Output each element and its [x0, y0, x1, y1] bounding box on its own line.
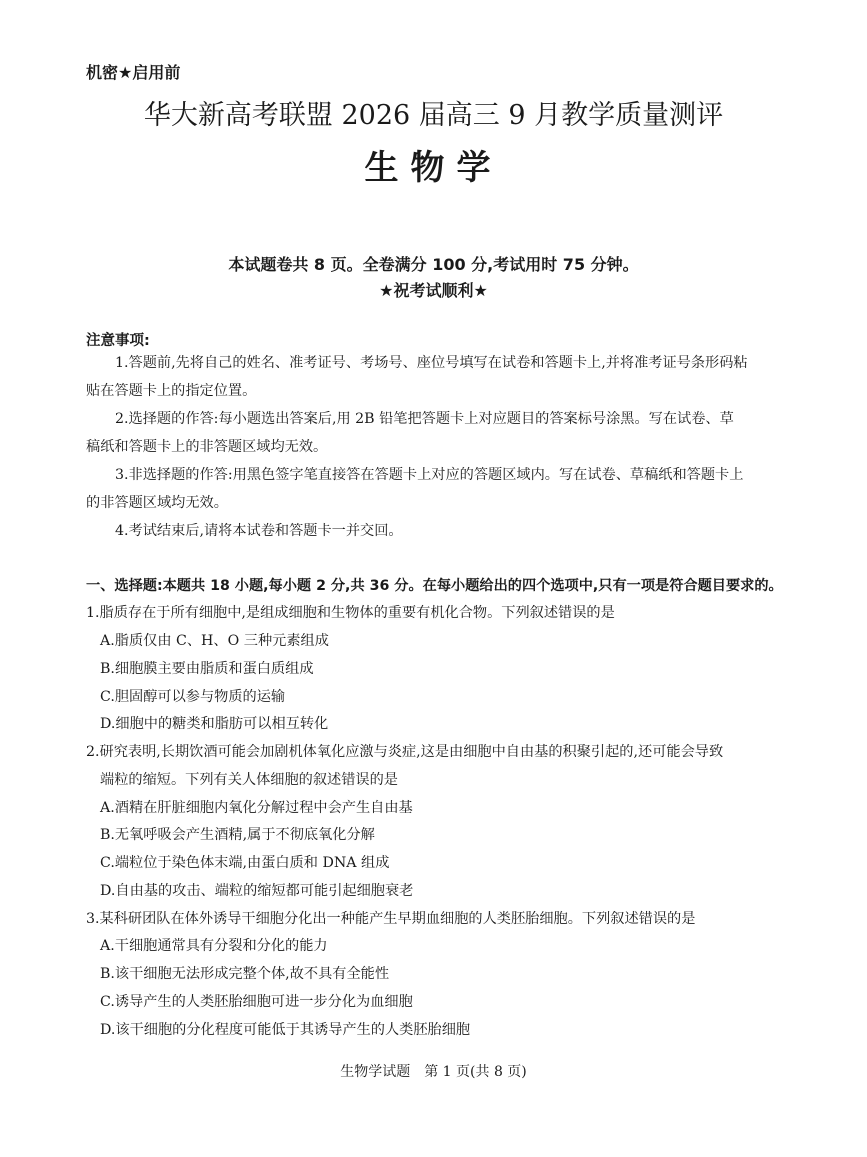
- option-d: D.自由基的攻击、端粒的缩短都可能引起细胞衰老: [100, 883, 414, 899]
- notice-line: 稿纸和答题卡上的非答题区域均无效。: [86, 439, 328, 455]
- option-c: C.胆固醇可以参与物质的运输: [100, 689, 286, 705]
- question-stem: 1.脂质存在于所有细胞中,是组成细胞和生物体的重要有机化合物。下列叙述错误的是: [86, 605, 615, 621]
- notice-heading: 注意事项:: [86, 333, 150, 349]
- page-footer: 生物学试题 第 1 页(共 8 页): [340, 1064, 527, 1080]
- question-stem-continued: 端粒的缩短。下列有关人体细胞的叙述错误的是: [100, 772, 398, 788]
- notice-line: 3.非选择题的作答:用黑色签字笔直接答在答题卡上对应的答题区域内。写在试卷、草稿纸和答题卡上: [115, 467, 744, 483]
- subject-title: 生物学: [364, 148, 503, 188]
- option-d: D.细胞中的糖类和脂肪可以相互转化: [100, 716, 329, 732]
- notice-line: 1.答题前,先将自己的姓名、准考证号、考场号、座位号填写在试卷和答题卡上,并将准考证号条形码粘: [115, 355, 748, 371]
- notice-line: 的非答题区域均无效。: [86, 495, 228, 511]
- option-b: B.细胞膜主要由脂质和蛋白质组成: [100, 661, 314, 677]
- blessing-line: ★祝考试顺利★: [379, 281, 488, 300]
- option-c: C.诱导产生的人类胚胎细胞可进一步分化为血细胞: [100, 994, 413, 1010]
- option-c: C.端粒位于染色体末端,由蛋白质和 DNA 组成: [100, 855, 390, 871]
- option-d: D.该干细胞的分化程度可能低于其诱导产生的人类胚胎细胞: [100, 1022, 471, 1038]
- option-a: A.干细胞通常具有分裂和分化的能力: [100, 938, 328, 954]
- option-a: A.酒精在肝脏细胞内氧化分解过程中会产生自由基: [100, 800, 413, 816]
- confidential-label: 机密★启用前: [86, 63, 181, 82]
- section-heading: 一、选择题:本题共 18 小题,每小题 2 分,共 36 分。在每小题给出的四个选项中,只有一项是符合题目要求的。: [86, 578, 783, 594]
- notice-line: 2.选择题的作答:每小题选出答案后,用 2B 铅笔把答题卡上对应题目的答案标号涂黑。写在试卷、草: [115, 411, 734, 427]
- question-stem: 3.某科研团队在体外诱导干细胞分化出一种能产生早期血细胞的人类胚胎细胞。下列叙述错误的是: [86, 911, 696, 927]
- notice-line: 4.考试结束后,请将本试卷和答题卡一并交回。: [115, 523, 403, 539]
- exam-title: 华大新高考联盟 2026 届高三 9 月教学质量测评: [143, 100, 724, 131]
- exam-info: 本试题卷共 8 页。全卷满分 100 分,考试用时 75 分钟。: [228, 255, 639, 274]
- question-stem: 2.研究表明,长期饮酒可能会加剧机体氧化应激与炎症,这是由细胞中自由基的积聚引起的,还可能会导致: [86, 744, 724, 760]
- option-a: A.脂质仅由 C、H、O 三种元素组成: [100, 633, 329, 649]
- notice-line: 贴在答题卡上的指定位置。: [86, 383, 257, 399]
- option-b: B.无氧呼吸会产生酒精,属于不彻底氧化分解: [100, 827, 375, 843]
- option-b: B.该干细胞无法形成完整个体,故不具有全能性: [100, 966, 390, 982]
